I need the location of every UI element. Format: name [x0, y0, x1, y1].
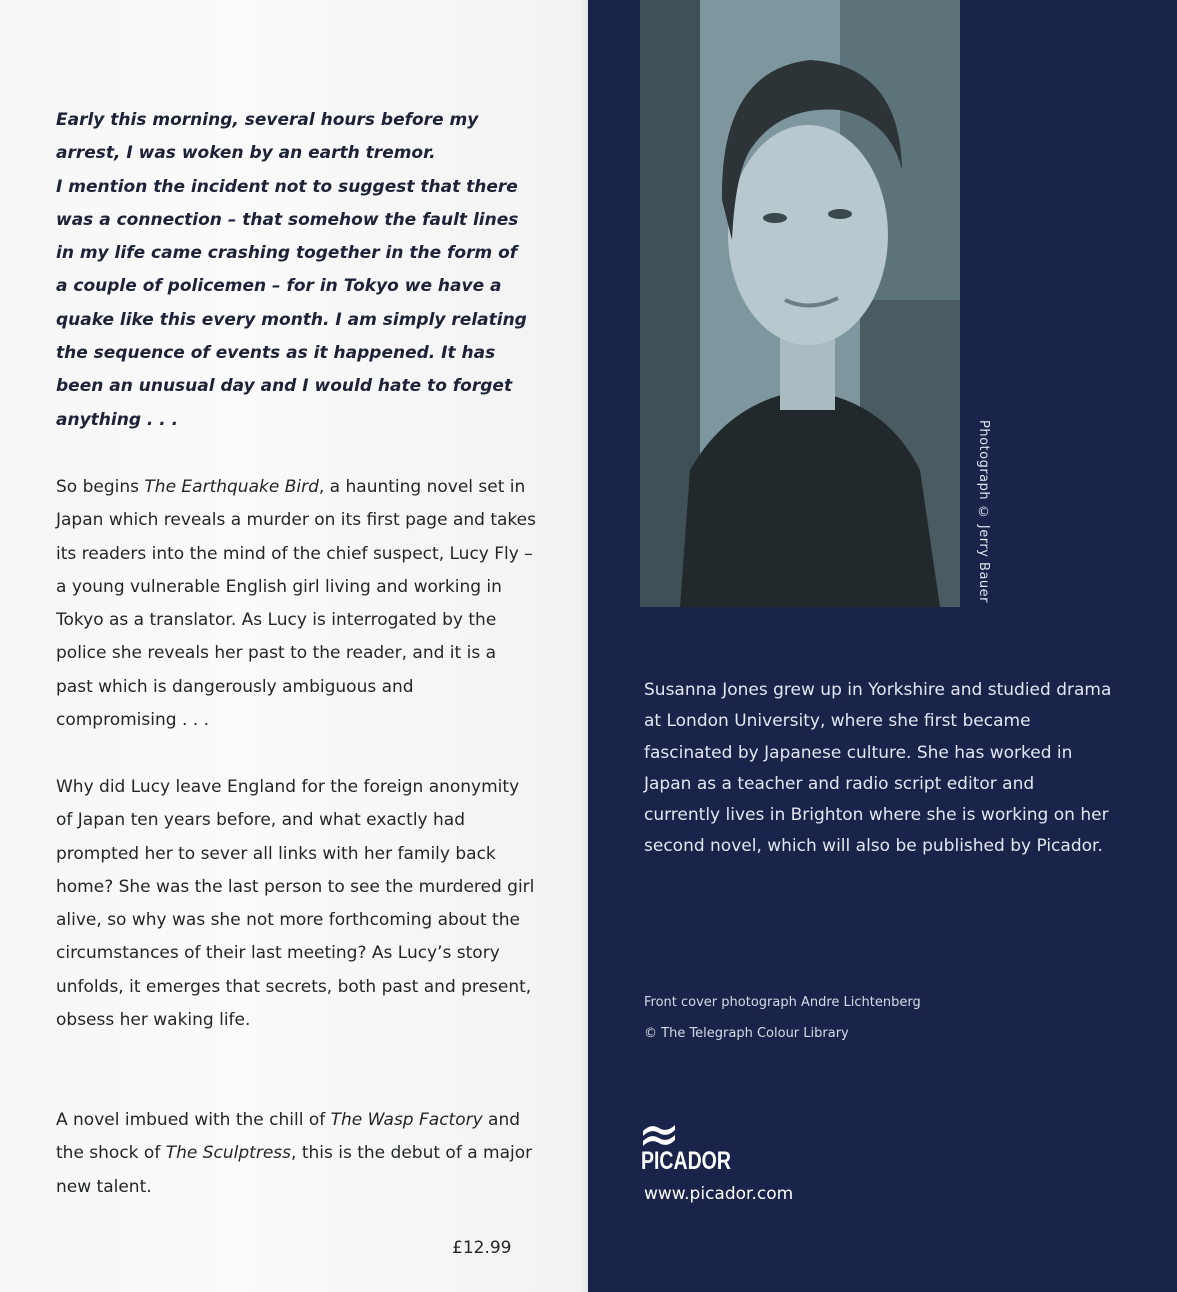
opening-excerpt	[56, 104, 536, 437]
excerpt-line: was a connection – that somehow the fault lines	[56, 209, 519, 230]
excerpt-line: quake like this every month. I am simply relating	[56, 309, 527, 330]
excerpt-line: I mention the incident not to suggest that there	[56, 176, 518, 197]
excerpt-line: in my life came crashing together in the form of	[56, 243, 518, 264]
library-credit: © The Telegraph Colour Library	[644, 1026, 849, 1041]
blurb-text: , this is the debut of a major new talent.	[56, 1143, 533, 1197]
blurb-text: , a haunting novel set in Japan which reveals a murder on its first page and takes its readers into the mind of the chief suspect, Lucy Fly – a young vulnerable English girl living and working in Tokyo as a translator. As Lucy is interrogated by the police she reveals her past to the reader, and it is a past which is dangerously ambiguous and compromising . . .	[56, 477, 536, 731]
cover-photo-credit: Front cover photograph Andre Lichtenberg	[644, 995, 921, 1010]
blurb-paragraph-2: Why did Lucy leave England for the foreign anonymity of Japan ten years before, and what exactly had prompted her to sever all links with her family back home? She was the last person to see the murdered girl alive, so why was she not more forthcoming about the circumstances of their last meeting? As Lucy’s story unfolds, it emerges that secrets, both past and present, obsess her waking life.	[56, 777, 535, 1031]
blurb-text: A novel imbued with the chill of	[56, 1110, 331, 1130]
excerpt-line: the sequence of events as it happened. It has	[56, 343, 496, 364]
author-portrait-illustration	[640, 0, 960, 607]
blurb-text: and the shock of	[56, 1110, 521, 1164]
price-label: £12.99	[452, 1238, 512, 1258]
excerpt-line: a couple of policemen – for in Tokyo we have a	[56, 276, 502, 297]
blurb-paragraph-1	[56, 471, 536, 737]
blurb-paragraph-3	[56, 1104, 536, 1204]
photo-credit: Photograph © Jerry Bauer	[976, 420, 991, 603]
blurb-text: So begins	[56, 477, 145, 497]
publisher-website: www.picador.com	[644, 1184, 794, 1204]
author-bio: Susanna Jones grew up in Yorkshire and studied drama at London University, where she first became fascinated by Japanese culture. She has worked in Japan as a teacher and radio script editor and currently lives in Brighton where she is working on her second novel, which will also be published by Picador.	[644, 680, 1112, 857]
book-title: The Earthquake Bird	[144, 477, 319, 497]
comparison-title: The Sculptress	[165, 1143, 292, 1164]
publisher-logo-text: PICADOR	[641, 1147, 731, 1175]
excerpt-line: Early this morning, several hours before my	[56, 110, 479, 130]
excerpt-line: arrest, I was woken by an earth tremor.	[56, 143, 436, 164]
excerpt-line: been an unusual day and I would hate to forget	[56, 376, 513, 397]
author-photo	[640, 0, 960, 607]
back-cover-left-panel	[0, 0, 588, 1292]
excerpt-line: anything . . .	[56, 409, 179, 430]
comparison-title: The Wasp Factory	[330, 1110, 483, 1130]
